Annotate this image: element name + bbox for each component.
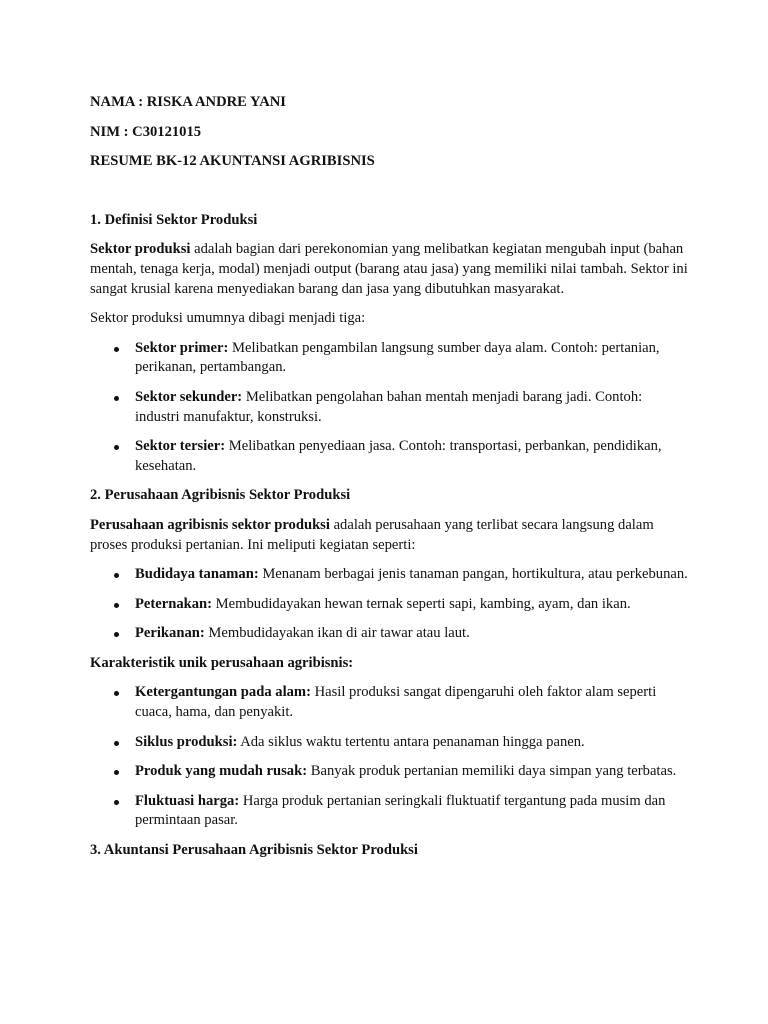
list-item-text: Ada siklus waktu tertentu antara penanaman hingga panen. xyxy=(237,733,585,750)
list-item-term: Perikanan: xyxy=(135,625,205,642)
list-item-text: Menanam berbagai jenis tanaman pangan, hortikultura, atau perkebunan. xyxy=(258,566,688,583)
characteristics-heading xyxy=(90,654,690,674)
list-item xyxy=(90,762,690,782)
list-item-term: Siklus produksi: xyxy=(135,733,238,750)
list-item xyxy=(90,733,690,753)
section-1-division: Sektor produksi umumnya dibagi menjadi tiga: xyxy=(90,310,366,327)
section-2-title: 2. Perusahaan Agribisnis Sektor Produksi xyxy=(90,487,351,504)
bullet-icon xyxy=(114,770,119,775)
list-item xyxy=(90,595,690,615)
list-item-term: Sektor tersier: xyxy=(135,438,226,455)
list-item-text: Banyak produk pertanian memiliki daya simpan yang terbatas. xyxy=(307,763,677,780)
list-item xyxy=(90,683,690,722)
list-item-text: Melibatkan penyediaan jasa. Contoh: transportasi, perbankan, pendidikan, kesehatan. xyxy=(135,438,662,474)
list-item xyxy=(90,565,690,585)
bullet-icon xyxy=(114,741,119,746)
list-item-text: Melibatkan pengolahan bahan mentah menjadi barang jadi. Contoh: industri manufaktur, konstruksi. xyxy=(135,388,643,425)
characteristics-list xyxy=(90,683,690,831)
list-item-term: Peternakan: xyxy=(135,595,213,612)
list-item xyxy=(90,388,690,427)
document-page xyxy=(90,93,690,871)
bullet-icon xyxy=(114,800,119,805)
list-item-text: Membudidayakan hewan ternak seperti sapi, kambing, ayam, dan ikan. xyxy=(212,595,631,612)
bullet-icon xyxy=(114,632,119,637)
document-title: RESUME BK-12 AKUNTANSI AGRIBISNIS xyxy=(90,153,375,170)
bullet-icon xyxy=(114,691,119,696)
list-item-text: Harga produk pertanian seringkali fluktuatif tergantung pada musim dan permintaan pasar. xyxy=(135,792,666,829)
section-2-intro xyxy=(90,516,690,555)
list-item-text: Membudidayakan ikan di air tawar atau laut. xyxy=(204,625,470,642)
student-nim: NIM : C30121015 xyxy=(90,123,202,140)
activity-list xyxy=(90,565,690,644)
list-item xyxy=(90,339,690,378)
list-item-term: Ketergantungan pada alam: xyxy=(135,684,311,701)
bullet-icon xyxy=(114,573,119,578)
characteristics-title: Karakteristik unik perusahaan agribisnis: xyxy=(90,654,354,671)
section-1-intro-term: Sektor produksi xyxy=(90,241,191,258)
list-item xyxy=(90,792,690,831)
bullet-icon xyxy=(114,396,119,401)
list-item-term: Sektor primer: xyxy=(135,339,229,356)
section-2-intro-text: adalah perusahaan yang terlibat secara langsung dalam proses produksi pertanian. Ini meliputi kegiatan seperti: xyxy=(90,516,654,553)
section-1-intro xyxy=(90,240,690,299)
bullet-icon xyxy=(114,603,119,608)
student-name: NAMA : RISKA ANDRE YANI xyxy=(90,94,286,110)
section-2-intro-term: Perusahaan agribisnis sektor produksi xyxy=(90,516,330,533)
list-item xyxy=(90,624,690,644)
list-item-text: Hasil produksi sangat dipengaruhi oleh faktor alam seperti cuaca, hama, dan penyakit. xyxy=(135,684,657,721)
list-item xyxy=(90,437,690,476)
section-1-title: 1. Definisi Sektor Produksi xyxy=(90,211,258,228)
list-item-term: Fluktuasi harga: xyxy=(135,792,240,809)
bullet-icon xyxy=(114,445,119,450)
bullet-icon xyxy=(114,347,119,352)
section-1-intro-text: adalah bagian dari perekonomian yang melibatkan kegiatan mengubah input (bahan mentah, tenaga kerja, modal) menjadi output (barang atau jasa) yang memiliki nilai tambah. Sektor ini sangat krusial karena menyediakan barang dan jasa yang dibutuhkan masyarakat. xyxy=(90,241,688,297)
sector-list xyxy=(90,339,690,477)
list-item-term: Sektor sekunder: xyxy=(135,388,243,405)
list-item-term: Budidaya tanaman: xyxy=(135,566,259,583)
list-item-text: Melibatkan pengambilan langsung sumber daya alam. Contoh: pertanian, perikanan, pertambangan. xyxy=(135,339,660,376)
section-3-title: 3. Akuntansi Perusahaan Agribisnis Sektor Produksi xyxy=(90,842,418,859)
list-item-term: Produk yang mudah rusak: xyxy=(135,763,308,780)
